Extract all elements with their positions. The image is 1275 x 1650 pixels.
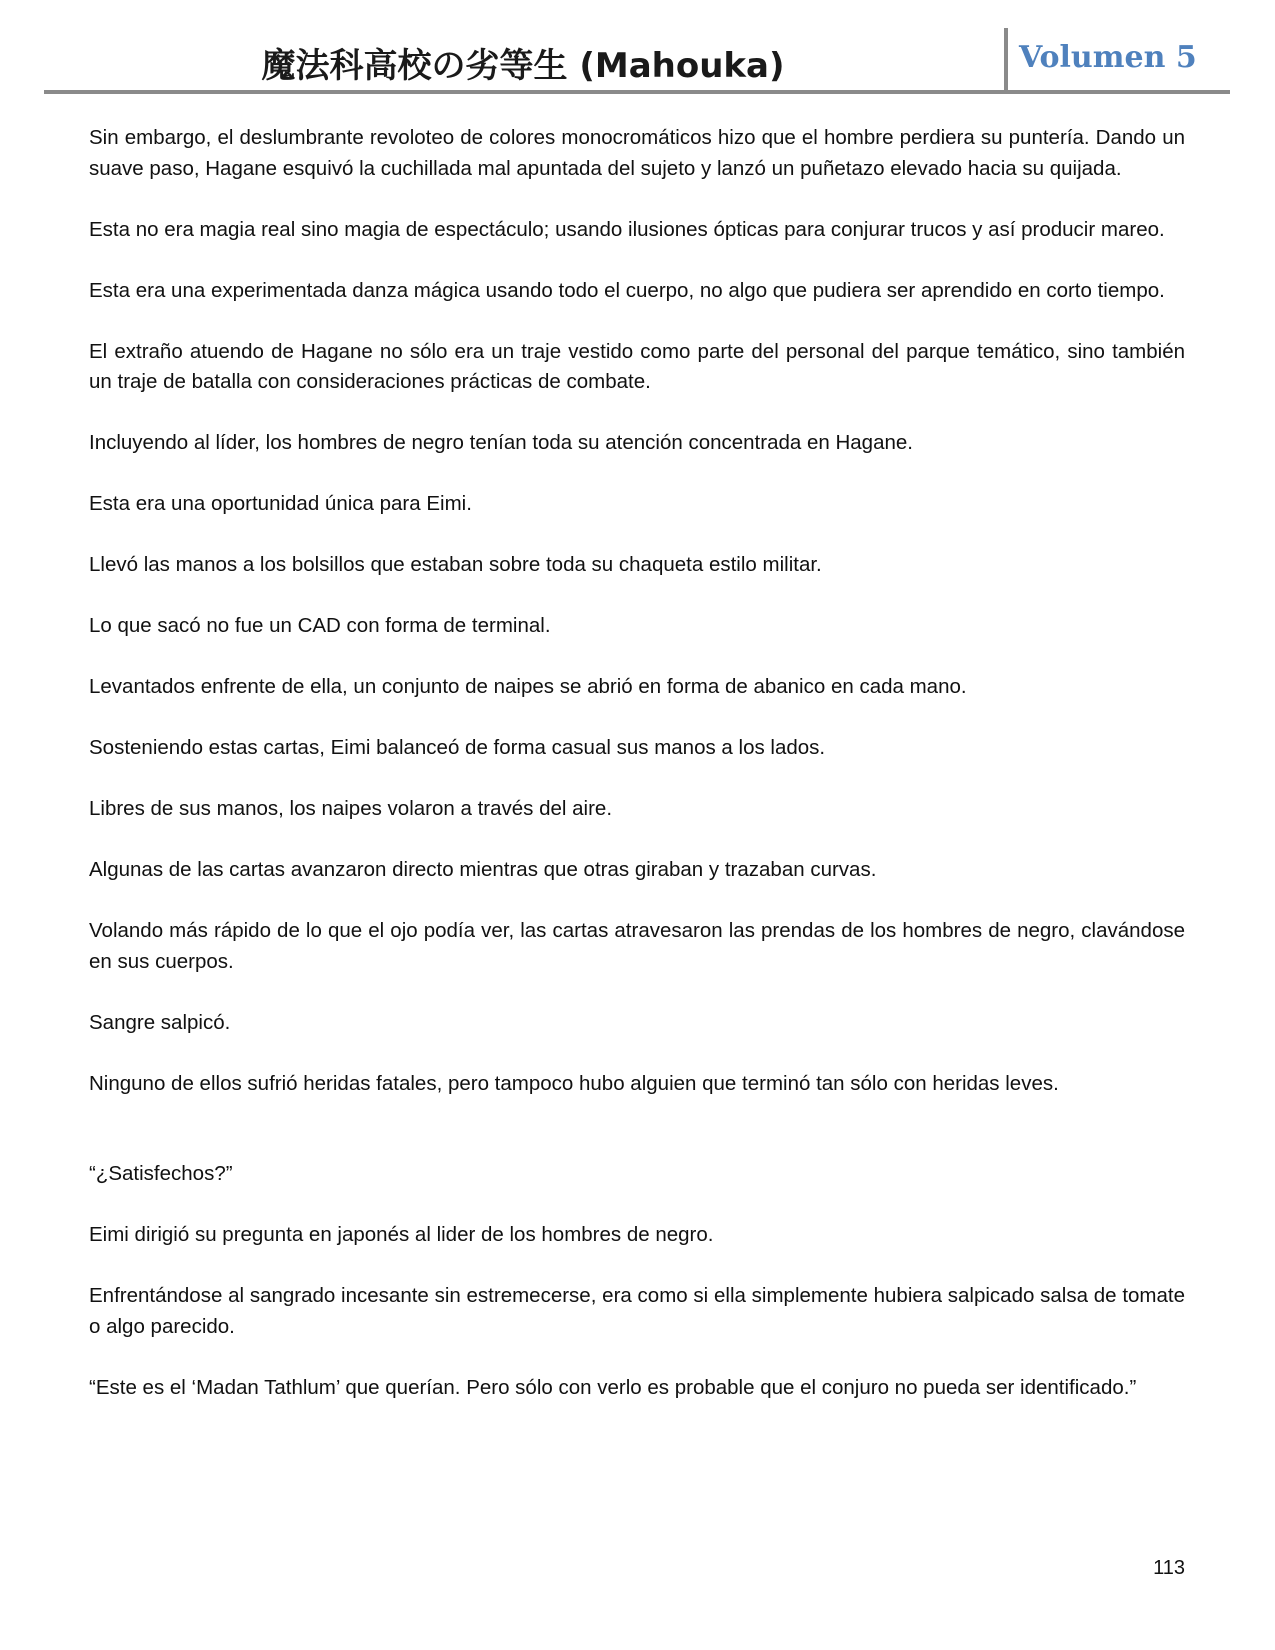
paragraph-12: Algunas de las cartas avanzaron directo mientras que otras giraban y trazaban curvas. bbox=[89, 858, 877, 881]
paragraph-1: Sin embargo, el deslumbrante revoloteo de colores monocromáticos hizo que el hombre perdiera su puntería. Dando un suave paso, Hagane esquivó la cuchillada mal apuntada del sujeto y lanzó un puñetazo elevado hacia su quijada. bbox=[89, 126, 1185, 180]
book-title: 魔法科高校の劣等生 (Mahouka) bbox=[261, 46, 785, 86]
paragraph-19: “Este es el ‘Madan Tathlum’ que querían. Pero sólo con verlo es probable que el conjuro no pueda ser identificado.” bbox=[89, 1375, 1137, 1399]
paragraph-5: Incluyendo al líder, los hombres de negro tenían toda su atención concentrada en Hagane. bbox=[89, 431, 913, 454]
paragraph-17: Eimi dirigió su pregunta en japonés al lider de los hombres de negro. bbox=[89, 1223, 714, 1246]
page-number: 113 bbox=[1153, 1557, 1185, 1579]
page-header bbox=[44, 28, 1230, 96]
paragraph-9: Levantados enfrente de ella, un conjunto de naipes se abrió en forma de abanico en cada mano. bbox=[89, 675, 967, 698]
page-body bbox=[89, 123, 1185, 1434]
paragraph-18: Enfrentándose al sangrado incesante sin estremecerse, era como si ella simplemente hubiera salpicado salsa de tomate o algo parecido. bbox=[89, 1284, 1185, 1338]
paragraph-11: Libres de sus manos, los naipes volaron a través del aire. bbox=[89, 797, 613, 820]
header-rule bbox=[44, 90, 1230, 94]
paragraph-6: Esta era una oportunidad única para Eimi. bbox=[89, 492, 472, 515]
paragraph-8: Lo que sacó no fue un CAD con forma de terminal. bbox=[89, 614, 551, 637]
paragraph-7: Llevó las manos a los bolsillos que estaban sobre toda su chaqueta estilo militar. bbox=[89, 553, 822, 576]
paragraph-16: “¿Satisfechos?” bbox=[89, 1162, 233, 1185]
paragraph-4: El extraño atuendo de Hagane no sólo era un traje vestido como parte del personal del parque temático, sino también un traje de batalla con consideraciones prácticas de combate. bbox=[89, 339, 1185, 393]
paragraph-15: Ninguno de ellos sufrió heridas fatales, pero tampoco hubo alguien que terminó tan sólo con heridas leves. bbox=[89, 1071, 1059, 1095]
paragraph-3: Esta era una experimentada danza mágica usando todo el cuerpo, no algo que pudiera ser aprendido en corto tiempo. bbox=[89, 278, 1165, 302]
header-divider bbox=[1004, 28, 1008, 92]
paragraph-14: Sangre salpicó. bbox=[89, 1010, 231, 1034]
paragraph-10: Sosteniendo estas cartas, Eimi balanceó de forma casual sus manos a los lados. bbox=[89, 736, 826, 759]
paragraph-13: Volando más rápido de lo que el ojo podía ver, las cartas atravesaron las prendas de los hombres de negro, clavándose en sus cuerpos. bbox=[89, 919, 1185, 973]
volume-label: Volumen 5 bbox=[1019, 40, 1197, 75]
paragraph-2: Esta no era magia real sino magia de espectáculo; usando ilusiones ópticas para conjurar trucos y así producir mareo. bbox=[89, 217, 1165, 241]
